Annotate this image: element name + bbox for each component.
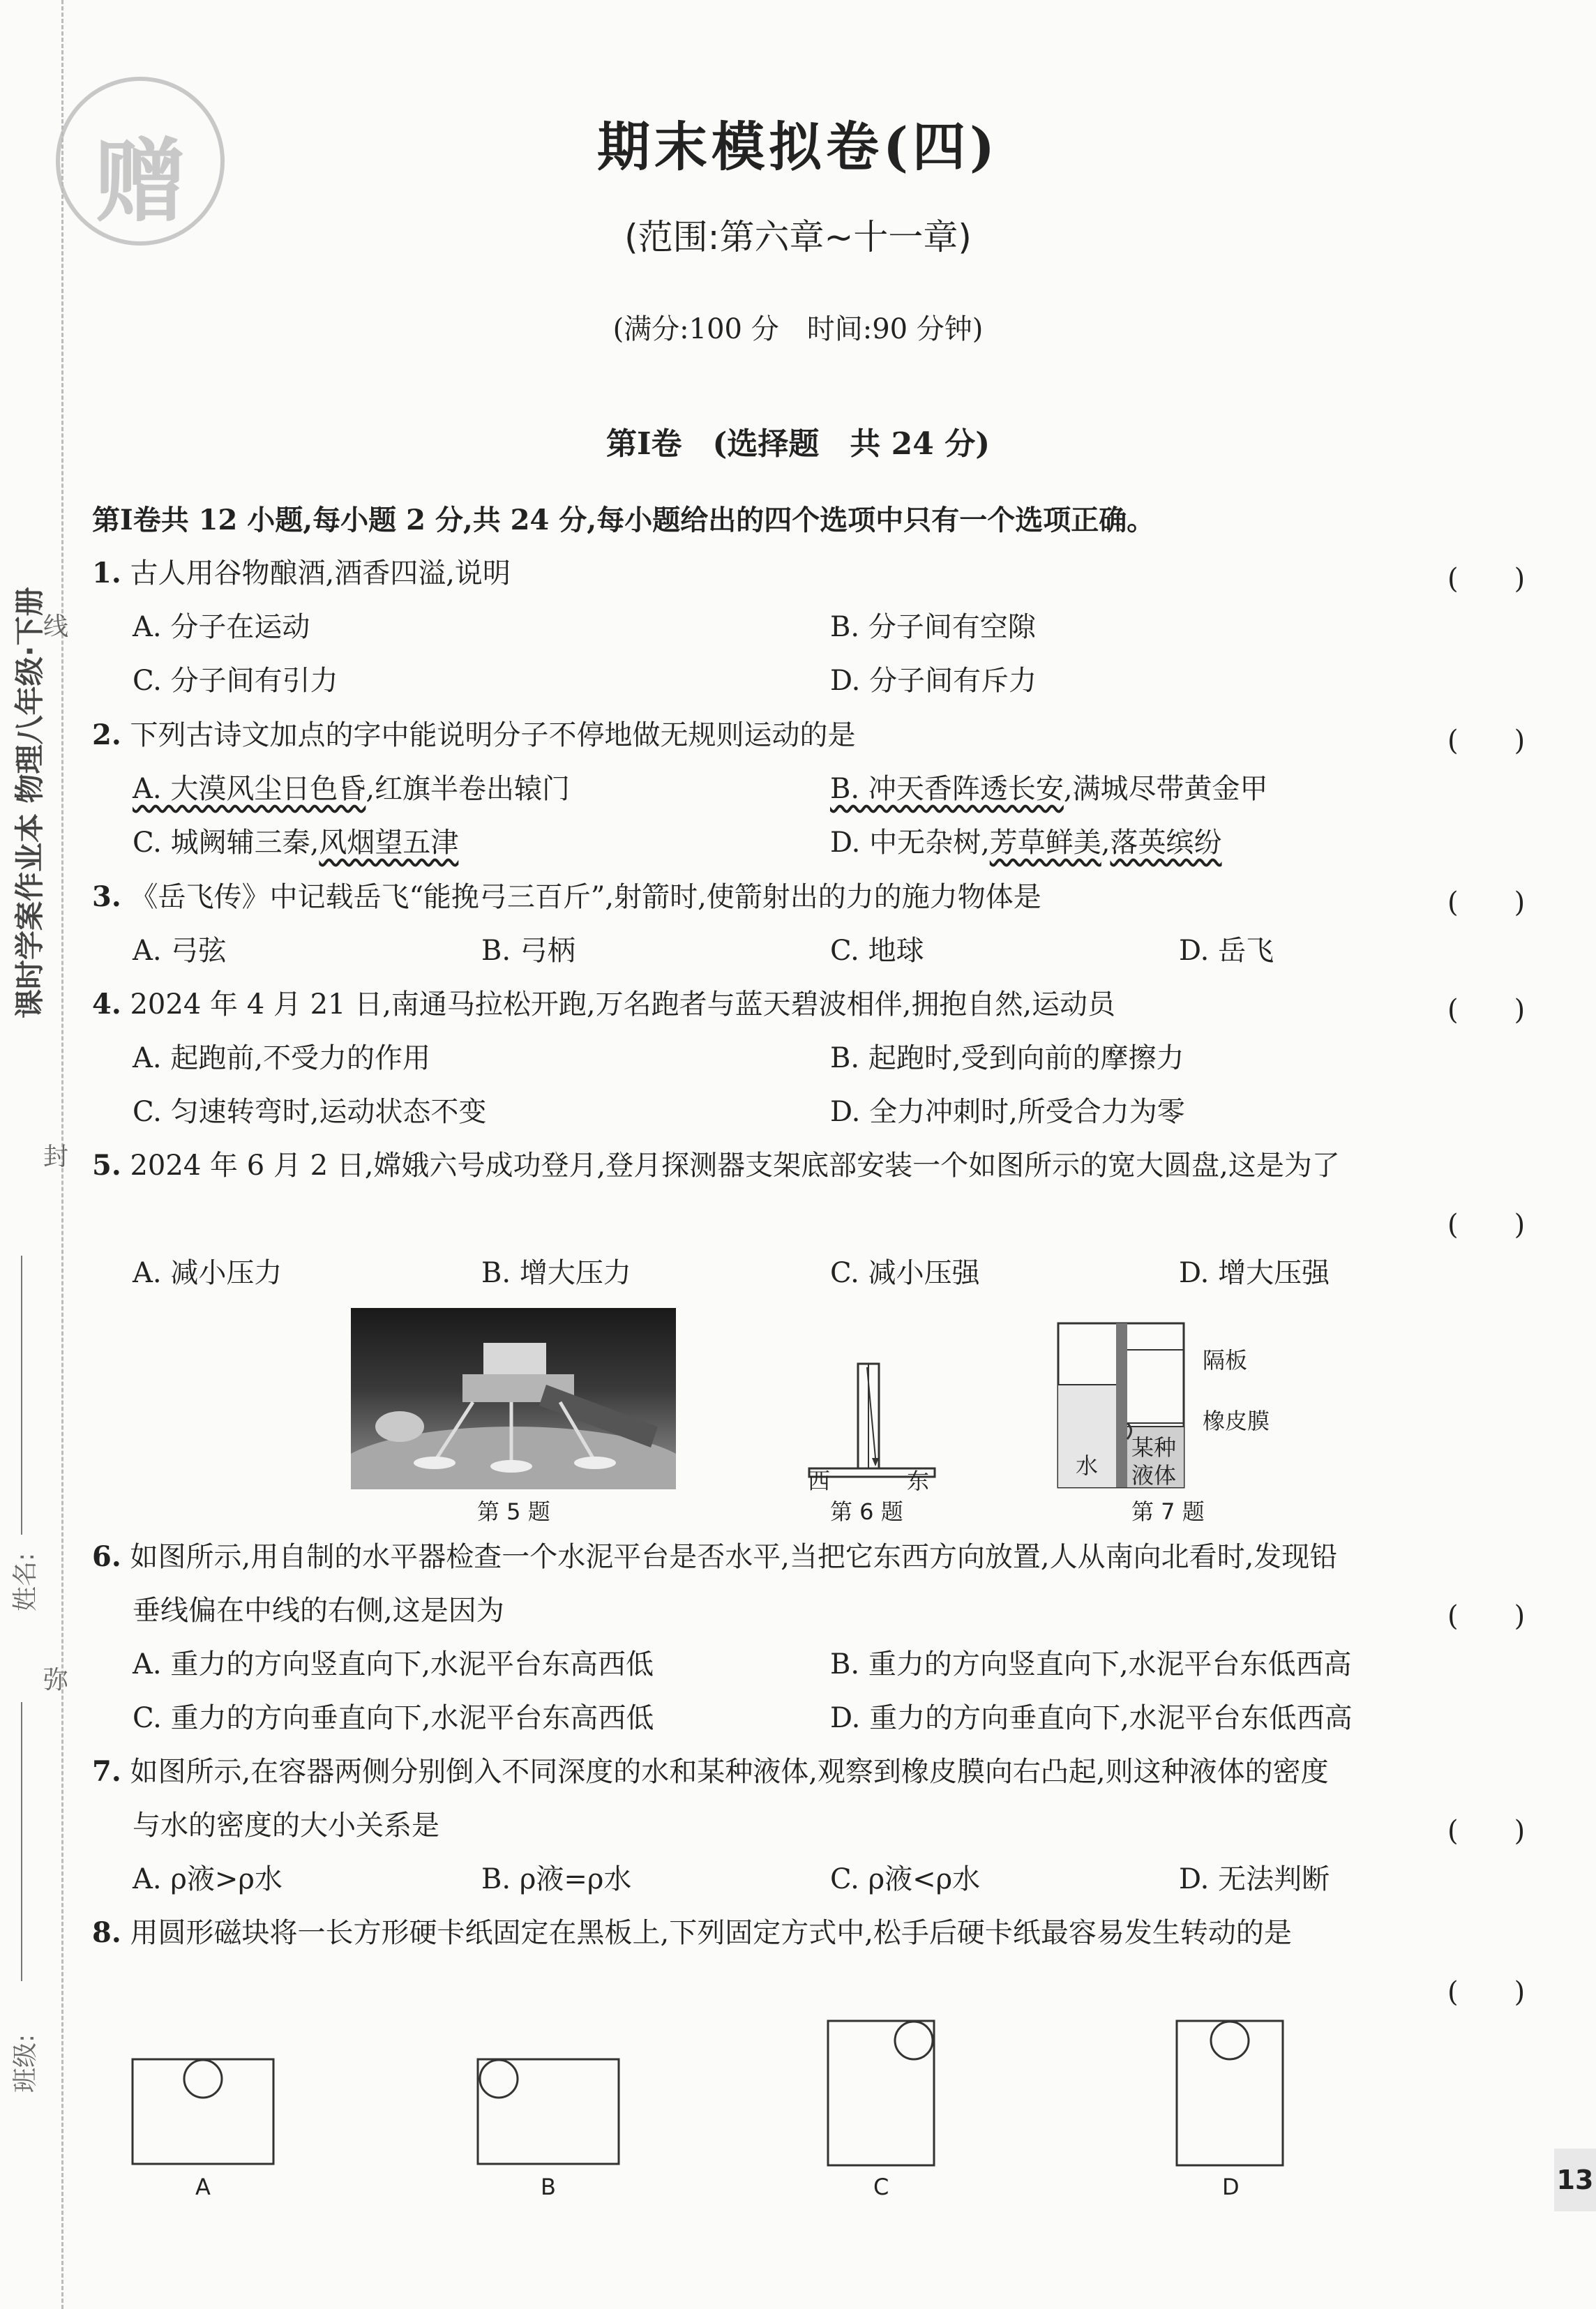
q6-answer-blank[interactable]: ( ) <box>1447 1600 1526 1632</box>
rubber-membrane-label: 橡皮膜 <box>1203 1408 1270 1434</box>
figure-5-caption: 第 5 题 <box>477 1498 550 1525</box>
q5-option-d[interactable]: D. 增大压强 <box>1179 1257 1330 1289</box>
page-subtitle: (范围:第六章~十一章) <box>624 217 972 257</box>
q6-option-c[interactable]: C. 重力的方向垂直向下,水泥平台东高西低 <box>133 1702 654 1734</box>
q8-text: 用圆形磁块将一长方形硬卡纸固定在黑板上,下列固定方式中,松手后硬卡纸最容易发生转动的是 <box>130 1917 1292 1949</box>
q1-option-d[interactable]: D. 分子间有斥力 <box>830 665 1037 697</box>
q2-option-d-marked-2: 落英缤纷 <box>1110 827 1222 859</box>
q3-text: 《岳飞传》中记载岳飞“能挽弓三百斤”,射箭时,使箭射出的力的施力物体是 <box>130 881 1041 913</box>
q7-stem-line-2: 与水的密度的大小关系是 <box>133 1810 439 1842</box>
q4-text: 2024 年 4 月 21 日,南通马拉松开跑,万名跑者与蓝天碧波相伴,拥抱自然,运动员 <box>130 988 1116 1021</box>
section-intro: 第Ⅰ卷共 12 小题,每小题 2 分,共 24 分,每小题给出的四个选项中只有一个选项正确。 <box>92 504 1155 536</box>
q2-stem <box>92 719 855 752</box>
q4-option-a[interactable]: A. 起跑前,不受力的作用 <box>133 1042 431 1074</box>
q1-answer-blank[interactable]: ( ) <box>1447 563 1526 595</box>
q6-stem-line-1 <box>92 1540 1337 1574</box>
figure-6-caption: 第 6 题 <box>830 1498 903 1525</box>
q4-option-d[interactable]: D. 全力冲刺时,所受合力为零 <box>830 1096 1185 1128</box>
q6-stem-line-2: 垂线偏在中线的右侧,这是因为 <box>133 1595 504 1627</box>
q4-number: 4. <box>92 988 121 1021</box>
q2-option-a-marked: A. 大漠风尘日色昏 <box>133 773 366 805</box>
q2-option-d-comma: , <box>1101 827 1111 859</box>
figure-7-caption: 第 7 题 <box>1131 1498 1205 1525</box>
q2-option-c[interactable] <box>133 826 458 859</box>
q4-option-c[interactable]: C. 匀速转弯时,运动状态不变 <box>133 1096 487 1128</box>
q7-number: 7. <box>92 1755 121 1788</box>
q4-option-b[interactable]: B. 起跑时,受到向前的摩擦力 <box>830 1042 1184 1074</box>
q6-option-a[interactable]: A. 重力的方向竖直向下,水泥平台东高西低 <box>133 1648 654 1680</box>
q5-stem <box>92 1149 1340 1182</box>
q1-stem <box>92 557 511 590</box>
q5-number: 5. <box>92 1149 121 1182</box>
q2-option-b[interactable] <box>830 772 1268 806</box>
q7-option-c[interactable]: C. ρ液<ρ水 <box>830 1863 981 1895</box>
q4-stem <box>92 988 1115 1021</box>
q8-option-a-figure[interactable] <box>131 2051 278 2169</box>
west-label: 西 <box>808 1468 831 1494</box>
q7-option-a[interactable]: A. ρ液>ρ水 <box>133 1863 283 1895</box>
liquid-label-2: 液体 <box>1131 1462 1177 1489</box>
q7-text-1: 如图所示,在容器两侧分别倒入不同深度的水和某种液体,观察到橡皮膜向右凸起,则这种液体的密度 <box>130 1756 1329 1788</box>
side-feng: 封 <box>43 1143 69 1171</box>
q2-option-c-marked: 风烟望五津 <box>319 827 459 859</box>
q1-number: 1. <box>92 557 121 589</box>
q1-text: 古人用谷物酿酒,酒香四溢,说明 <box>130 557 511 589</box>
q2-option-b-marked: B. 冲天香阵透长安 <box>830 773 1064 805</box>
q2-answer-blank[interactable]: ( ) <box>1447 725 1526 757</box>
level-tool-figure <box>795 1360 949 1479</box>
side-xian: 线 <box>43 612 69 641</box>
q8-answer-blank[interactable]: ( ) <box>1447 1976 1526 2008</box>
q2-option-d[interactable] <box>830 826 1222 859</box>
q3-option-d[interactable]: D. 岳飞 <box>1179 935 1274 967</box>
q8-label-a: A <box>195 2174 211 2200</box>
q6-option-d[interactable]: D. 重力的方向垂直向下,水泥平台东低西高 <box>830 1702 1353 1734</box>
q8-number: 8. <box>92 1916 121 1949</box>
q6-text-1: 如图所示,用自制的水平器检查一个水泥平台是否水平,当把它东西方向放置,人从南向北看时,发现铅 <box>130 1541 1338 1573</box>
side-book-title: 课时学案作业本 物理八年级·下册 <box>13 587 47 1018</box>
page-title: 期末模拟卷(四) <box>597 116 999 178</box>
liquid-label-1: 某种 <box>1131 1434 1177 1461</box>
q5-text: 2024 年 6 月 2 日,嫦娥六号成功登月,登月探测器支架底部安装一个如图所示的宽大圆盘,这是为了 <box>130 1150 1340 1182</box>
q1-option-b[interactable]: B. 分子间有空隙 <box>830 611 1036 643</box>
q3-number: 3. <box>92 880 121 913</box>
section-heading: 第Ⅰ卷 (选择题 共 24 分) <box>605 426 991 462</box>
q7-option-b[interactable]: B. ρ液=ρ水 <box>481 1863 632 1895</box>
q5-option-b[interactable]: B. 增大压力 <box>481 1257 631 1289</box>
q6-number: 6. <box>92 1540 121 1573</box>
q8-option-c-figure[interactable] <box>827 2020 938 2169</box>
q4-answer-blank[interactable]: ( ) <box>1447 994 1526 1026</box>
lunar-lander-photo <box>351 1308 676 1489</box>
q8-option-b-figure[interactable] <box>476 2051 623 2169</box>
east-label: 东 <box>907 1468 930 1494</box>
q2-option-b-rest: ,满城尽带黄金甲 <box>1063 773 1268 805</box>
side-class-label: 班级: <box>11 2033 40 2093</box>
q5-option-c[interactable]: C. 减小压强 <box>830 1257 980 1289</box>
partition-label: 隔板 <box>1203 1347 1248 1374</box>
side-mi: 弥 <box>43 1666 69 1694</box>
q7-option-d[interactable]: D. 无法判断 <box>1179 1863 1330 1895</box>
q3-stem <box>92 880 1041 914</box>
q2-option-d-marked-1: 芳草鲜美 <box>989 827 1101 859</box>
q2-number: 2. <box>92 719 121 751</box>
exam-meta: (满分:100 分 时间:90 分钟) <box>612 313 984 345</box>
q8-stem <box>92 1916 1292 1950</box>
q2-option-d-start: D. 中无杂树, <box>830 827 990 859</box>
page-number: 13 <box>1554 2149 1596 2211</box>
q7-stem-line-1 <box>92 1755 1329 1789</box>
q1-option-c[interactable]: C. 分子间有引力 <box>133 665 338 697</box>
q7-answer-blank[interactable]: ( ) <box>1447 1815 1526 1847</box>
q2-option-a-rest: ,红旗半卷出辕门 <box>366 773 571 805</box>
q5-answer-blank[interactable]: ( ) <box>1447 1209 1526 1241</box>
q3-option-b[interactable]: B. 弓柄 <box>481 935 575 967</box>
class-underline <box>21 1702 22 1981</box>
q2-option-c-start: C. 城阙辅三秦, <box>133 827 319 859</box>
q1-option-a[interactable]: A. 分子在运动 <box>133 611 310 643</box>
q8-label-b: B <box>541 2174 556 2200</box>
water-label: 水 <box>1076 1452 1099 1479</box>
q5-option-a[interactable]: A. 减小压力 <box>133 1257 283 1289</box>
q6-option-b[interactable]: B. 重力的方向竖直向下,水泥平台东低西高 <box>830 1648 1352 1680</box>
q2-option-a[interactable] <box>133 772 570 806</box>
q3-option-a[interactable]: A. 弓弦 <box>133 935 227 967</box>
q3-option-c[interactable]: C. 地球 <box>830 935 924 967</box>
q8-option-d-figure[interactable] <box>1175 2020 1287 2169</box>
q8-label-c: C <box>873 2174 889 2200</box>
stamp-text: 赠 <box>94 128 186 234</box>
side-name-label: 姓名: <box>11 1552 40 1611</box>
q3-answer-blank[interactable]: ( ) <box>1447 887 1526 919</box>
q8-label-d: D <box>1222 2174 1240 2200</box>
q2-text: 下列古诗文加点的字中能说明分子不停地做无规则运动的是 <box>130 719 856 751</box>
name-underline <box>21 1256 22 1535</box>
